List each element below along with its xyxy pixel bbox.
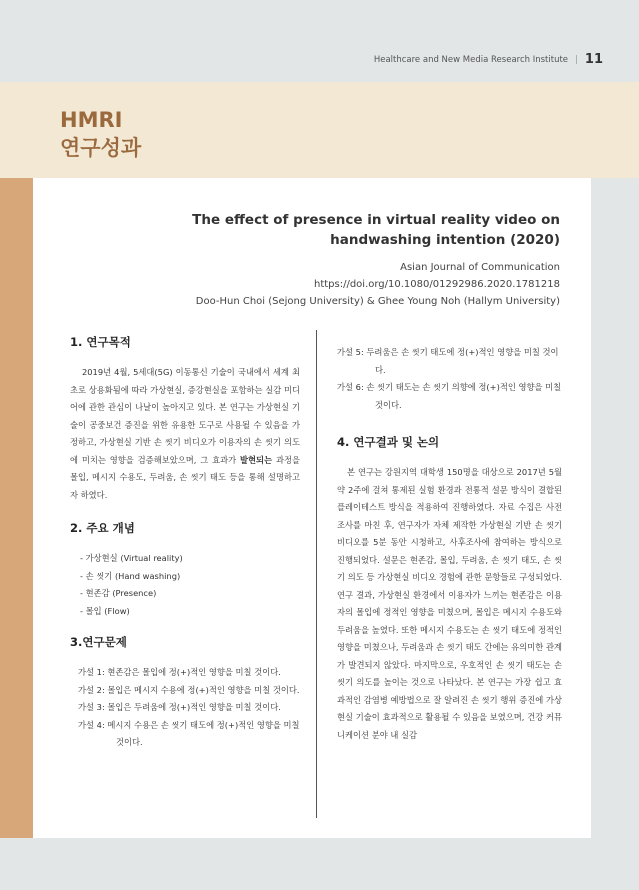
hypothesis-item: 가설 5: 두려움은 손 씻기 태도에 정(+)적인 영향을 미칠 것이다. (337, 347, 559, 375)
hypotheses-list-left (70, 664, 300, 752)
section-title (60, 106, 141, 162)
research-purpose-text (70, 364, 300, 504)
list-item: - 몰입 (Flow) (80, 605, 130, 616)
list-item: - 현존감 (Presence) (80, 588, 157, 598)
heading-research-purpose: 1. 연구목적 (70, 335, 131, 349)
column-divider (316, 330, 317, 818)
heading-key-concepts: 2. 주요 개념 (70, 521, 135, 535)
purpose-text-part2: 과정을 몰입, 메시지 수용도, 두려움, 손 씻기 태도 등을 통해 설명하고자 하였다. (70, 454, 300, 500)
hypothesis-item: 가설 4: 메시지 수용은 손 씻기 태도에 정(+)적인 영향을 미칠 것이다. (78, 719, 300, 747)
hypothesis-item: 가설 3: 몰입은 두려움에 정(+)적인 영향을 미칠 것이다. (78, 702, 281, 712)
purpose-text-part1: 2019년 4월, 5세대(5G) 이동통신 기술이 국내에서 세계 최초로 상용화됨에 따라 가상현실, 증강현실을 포함하는 실감 미디어에 관한 관심이 나날이 높아지고 있다. 본 연구는 가상현실 기술이 공중보건 증진을 위한 유용한 도구로 사용될 수 있음을 가정하고, 가상현실 기반 손 씻기 비디오가 이용자의 손 씻기 의도에 미치는 영향을 검증해보았으며, 그 효과가 (70, 367, 300, 465)
key-concepts-list (70, 550, 300, 620)
purpose-text-bold: 발현되는 (240, 454, 273, 465)
results-text: 본 연구는 강원지역 대학생 150명을 대상으로 2017년 5월 약 2주에 걸쳐 통제된 실험 환경과 전통적 설문 방식이 결합된 플레이테스트 방식을 적용하여 진행하였다. 자료 수집은 사전조사를 마친 후, 연구자가 자체 제작한 가상현실 기반 손 씻기 비디오를 5분 동안 시청하고, 사후조사에 참여하는 방식으로 진행되었다. 설문은 현존감, 몰입, 두려움, 손 씻기 태도, 손 씻기 의도 등 가상현실 비디오 경험에 관한 문항들로 구성되었다. 연구 결과, 가상현실 환경에서 이용자가 느끼는 현존감은 이용자의 몰입에 정적인 영향을 미쳤으며, 몰입은 메시지 수용도와 두려움을 높였다. 또한 메시지 수용도는 손 씻기 태도에 정적인 영향을 미쳤으나, 두려움과 손 씻기 태도 간에는 유의미한 관계가 발견되지 않았다. 마지막으로, 우호적인 손 씻기 태도는 손 씻기 의도를 높이는 것으로 나타났다. 본 연구는 가장 쉽고 효과적인 감염병 예방법으로 잘 알려진 손 씻기 행위 증진에 가상현실 기술이 효과적으로 활용될 수 있음을 보였으며, 건강 커뮤니케이션 분야 내 실감 (337, 467, 562, 740)
heading-results-discussion: 4. 연구결과 및 논의 (337, 435, 440, 449)
page-number: 11 (584, 52, 603, 67)
section-title-line1: HMRI (60, 108, 123, 132)
hypothesis-item: 가설 2: 몰입은 메시지 수용에 정(+)적인 영향을 미칠 것이다. (78, 684, 300, 695)
section-title-line2: 연구성과 (60, 136, 142, 160)
citation-doi: https://doi.org/10.1080/01292986.2020.1781218 (313, 279, 560, 290)
left-accent-strip (0, 178, 33, 838)
hypothesis-item: 가설 6: 손 씻기 태도는 손 씻기 의향에 정(+)적인 영향을 미칠 것이다. (337, 382, 562, 410)
hypothesis-item: 가설 1: 현존감은 몰입에 정(+)적인 영향을 미칠 것이다. (78, 667, 281, 677)
list-item: - 손 씻기 (Hand washing) (80, 570, 181, 581)
results-discussion-text (337, 464, 562, 744)
list-item: - 가상현실 (Virtual reality) (80, 553, 183, 563)
header-journal-name: Healthcare and New Media Research Institute (373, 54, 569, 65)
article-title-line1: The effect of presence in virtual reality video on (192, 212, 560, 228)
left-column (70, 334, 300, 752)
running-header (374, 52, 603, 67)
hypotheses-list-right (337, 344, 562, 414)
citation-block (130, 259, 560, 310)
article-title (130, 210, 560, 250)
citation-authors: Doo-Hun Choi (Sejong University) & Ghee Young Noh (Hallym University) (195, 296, 560, 307)
header-separator: | (575, 54, 578, 65)
citation-journal: Asian Journal of Communication (400, 262, 560, 273)
right-column (337, 344, 562, 744)
heading-research-questions: 3.연구문제 (70, 635, 127, 649)
article-title-line2: handwashing intention (2020) (330, 232, 560, 248)
